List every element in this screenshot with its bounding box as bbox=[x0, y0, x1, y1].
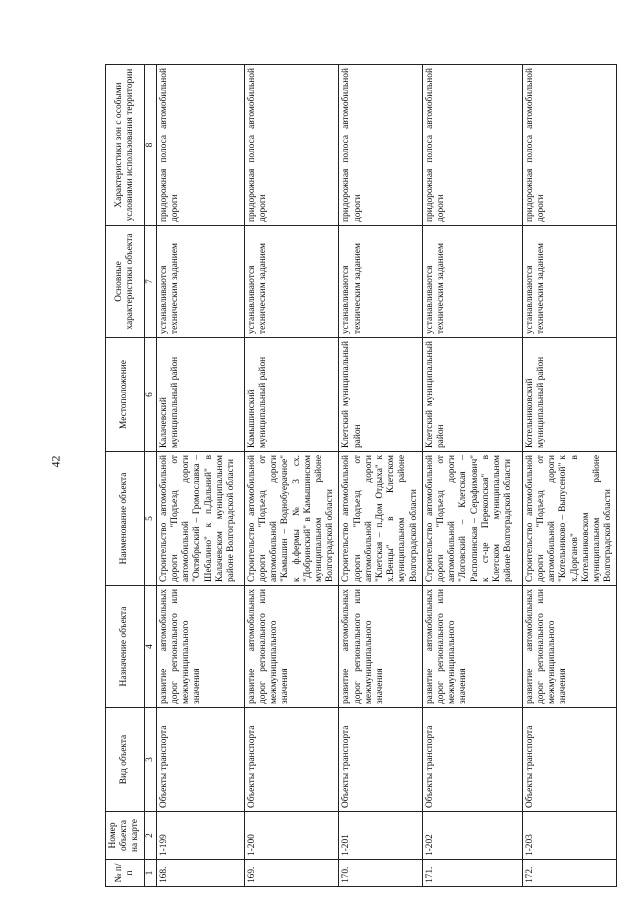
cell-location: Камышинский муниципальный район bbox=[244, 338, 339, 452]
column-number-row bbox=[144, 65, 156, 887]
cell-location: Калачевский муниципальный район bbox=[156, 338, 244, 452]
cell-zones: придорожная полоса автомобильной дороги bbox=[156, 65, 244, 226]
cell-map-number: 1-202 bbox=[422, 812, 522, 860]
cell-map-number: 1-200 bbox=[244, 812, 339, 860]
header-purpose: Назначение объекта bbox=[106, 586, 145, 708]
column-number: 4 bbox=[144, 586, 156, 708]
cell-name: Строительство автомобильной дороги "Подъезд от автомобильной дороги "Камышин – Воднобуерачное" к ф.фермы № 3 сх. "Добринский" в Камышинском муниципальном районе Волгоградской области bbox=[244, 452, 339, 586]
header-type: Вид объекта bbox=[106, 708, 145, 812]
header-specs: Основные характеристики объекта bbox=[106, 226, 145, 338]
table-row bbox=[522, 65, 617, 887]
column-number: 5 bbox=[144, 452, 156, 586]
page-number: 42 bbox=[48, 455, 63, 468]
cell-name: Строительство автомобильной дороги "Подъезд от автомобильной дороги "Логовский – Клетская – Распопинская – Серафимович" к ст-це Перекопская" в Клетском муниципальном районе Волгоградской области bbox=[422, 452, 522, 586]
table-row bbox=[422, 65, 522, 887]
cell-num: 170. bbox=[339, 860, 422, 887]
header-zones: Характеристики зон с особыми условиями использования территории bbox=[106, 65, 145, 226]
cell-type: Объекты транспорта bbox=[244, 708, 339, 812]
header-row bbox=[106, 65, 145, 887]
column-number: 7 bbox=[144, 226, 156, 338]
cell-zones: придорожная полоса автомобильной дороги bbox=[339, 65, 422, 226]
cell-name: Строительство автомобильной дороги "Подъезд от автомобильной дороги "Октябрьский – Громославка – Шебалино" к п.Дальний" в Калачевском муниципальном районе Волгоградской области bbox=[156, 452, 244, 586]
cell-type: Объекты транспорта bbox=[522, 708, 617, 812]
cell-zones: придорожная полоса автомобильной дороги bbox=[522, 65, 617, 226]
rotated-table-area bbox=[105, 65, 614, 887]
table-row bbox=[156, 65, 244, 887]
cell-specs: устанавливаются техническим заданием bbox=[339, 226, 422, 338]
cell-zones: придорожная полоса автомобильной дороги bbox=[422, 65, 522, 226]
cell-map-number: 1-201 bbox=[339, 812, 422, 860]
cell-num: 172. bbox=[522, 860, 617, 887]
header-location: Местоположение bbox=[106, 338, 145, 452]
header-map-number: Номер объекта на карте bbox=[106, 812, 145, 860]
cell-purpose: развитие автомобильных дорог регионального или межмуниципального значения bbox=[522, 586, 617, 708]
column-number: 6 bbox=[144, 338, 156, 452]
cell-type: Объекты транспорта bbox=[339, 708, 422, 812]
cell-map-number: 1-203 bbox=[522, 812, 617, 860]
cell-location: Клетский муниципальный район bbox=[422, 338, 522, 452]
cell-purpose: развитие автомобильных дорог регионального или межмуниципального значения bbox=[339, 586, 422, 708]
cell-location: Котельниковский муниципальный район bbox=[522, 338, 617, 452]
cell-purpose: развитие автомобильных дорог регионального или межмуниципального значения bbox=[422, 586, 522, 708]
cell-specs: устанавливаются техническим заданием bbox=[156, 226, 244, 338]
cell-specs: устанавливаются техническим заданием bbox=[522, 226, 617, 338]
cell-zones: придорожная полоса автомобильной дороги bbox=[244, 65, 339, 226]
cell-type: Объекты транспорта bbox=[422, 708, 522, 812]
objects-table bbox=[105, 64, 617, 887]
header-num: № п/п bbox=[106, 860, 145, 887]
cell-type: Объекты транспорта bbox=[156, 708, 244, 812]
cell-location: Клетский муниципальный район bbox=[339, 338, 422, 452]
cell-num: 171. bbox=[422, 860, 522, 887]
cell-specs: устанавливаются техническим заданием bbox=[244, 226, 339, 338]
header-name: Наименование объекта bbox=[106, 452, 145, 586]
column-number: 1 bbox=[144, 860, 156, 887]
cell-purpose: развитие автомобильных дорог регионального или межмуниципального значения bbox=[244, 586, 339, 708]
cell-name: Строительство автомобильной дороги "Подъезд от автомобильной дороги "Клетская – п.Дом Отдыха" к х.Венцы" в Клетском муниципальном районе Волгоградской области bbox=[339, 452, 422, 586]
cell-num: 168. bbox=[156, 860, 244, 887]
cell-num: 169. bbox=[244, 860, 339, 887]
cell-purpose: развитие автомобильных дорог регионального или межмуниципального значения bbox=[156, 586, 244, 708]
table-row bbox=[244, 65, 339, 887]
cell-map-number: 1-199 bbox=[156, 812, 244, 860]
column-number: 3 bbox=[144, 708, 156, 812]
cell-specs: устанавливаются техническим заданием bbox=[422, 226, 522, 338]
column-number: 2 bbox=[144, 812, 156, 860]
table-row bbox=[339, 65, 422, 887]
column-number: 8 bbox=[144, 65, 156, 226]
cell-name: Строительство автомобильной дороги "Подъезд от автомобильной дороги "Котельниково – Выпусеной" к х.Дорганов" в Котельниковском муниципальном районе Волгоградской области bbox=[522, 452, 617, 586]
